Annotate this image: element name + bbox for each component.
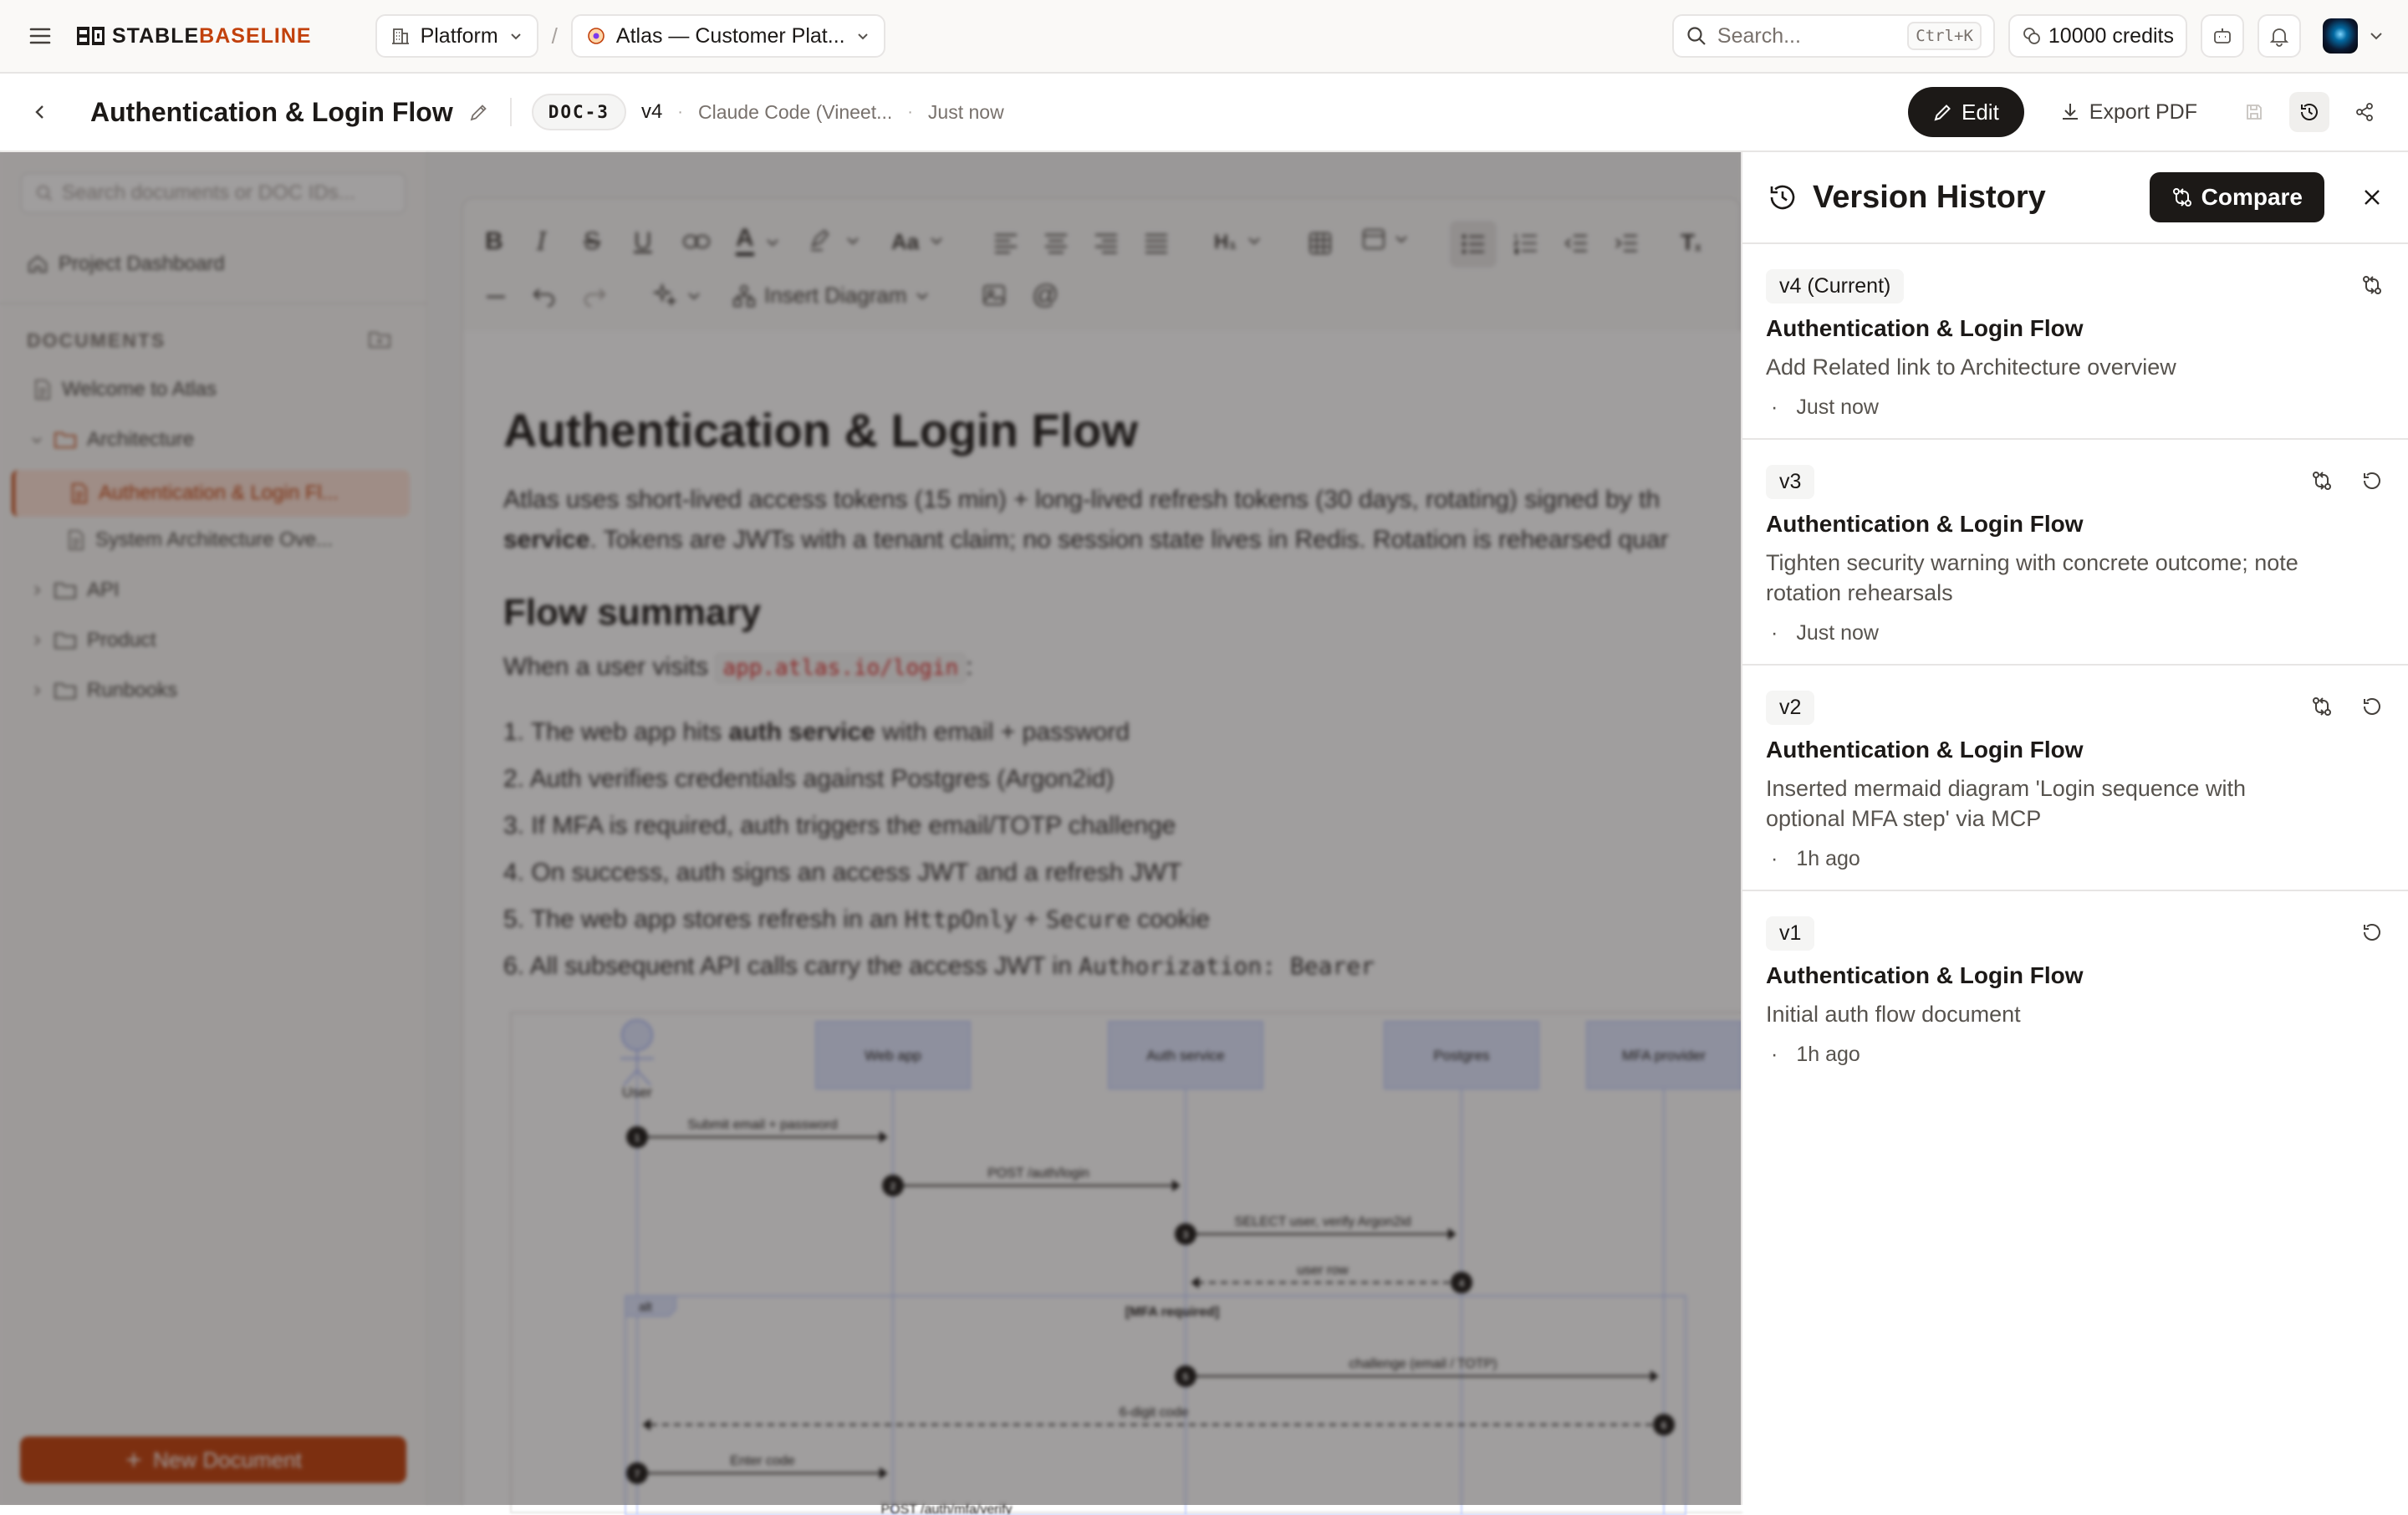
step-number: 3. [503, 812, 525, 839]
version-actions [2361, 274, 2383, 296]
version-badge: v1 [1766, 916, 1814, 951]
step-text: If MFA is required, auth triggers the email/TOTP challenge [531, 812, 1176, 839]
version-actions [2311, 696, 2383, 717]
save-icon [2244, 102, 2264, 122]
bell-icon [2268, 25, 2290, 47]
meta-separator: · [677, 102, 683, 121]
version-time: 1h ago [1796, 847, 1860, 870]
save-button[interactable] [2234, 92, 2274, 132]
version-time: 1h ago [1796, 1043, 1860, 1066]
heading-icon[interactable]: H₁ [1214, 231, 1237, 253]
message-label: challenge (email / TOTP) [1349, 1357, 1497, 1371]
share-button[interactable] [2344, 92, 2385, 132]
history-icon [1768, 182, 1798, 212]
step-bold: auth service [728, 718, 875, 746]
step-text: with email + password [875, 718, 1130, 746]
share-icon [2354, 101, 2375, 123]
compare-icon[interactable] [2361, 274, 2383, 296]
pencil-icon[interactable] [468, 101, 490, 123]
document-version: v4 [640, 100, 663, 123]
meta-dot: · [1771, 847, 1778, 870]
version-description: Inserted mermaid diagram 'Login sequence with optional MFA step' via MCP [1766, 776, 2246, 831]
step-number-marker: 4 [1458, 1278, 1465, 1289]
participant-label: User [622, 1084, 652, 1100]
document-header [0, 74, 2408, 152]
history-icon [2298, 101, 2320, 123]
sidebar-search-placeholder: Search documents or DOC IDs... [62, 181, 355, 204]
step-number-marker: 7 [634, 1468, 640, 1480]
message-label: Enter code [730, 1454, 795, 1468]
restore-icon[interactable] [2361, 921, 2383, 943]
sidebar-item-label: Architecture [87, 428, 195, 451]
version-item-v1[interactable] [1742, 891, 2408, 1087]
compare-button[interactable] [2150, 172, 2324, 222]
participant-label: Web app [865, 1048, 921, 1064]
chevron-down-icon [855, 28, 870, 43]
step-number: 5. [503, 905, 525, 933]
logo-mark-icon [77, 27, 105, 45]
version-title: Authentication & Login Flow [1766, 737, 2084, 763]
underline-icon[interactable]: U [634, 227, 652, 255]
version-item-v2[interactable] [1742, 666, 2408, 891]
version-description: Add Related link to Architecture overview [1766, 355, 2176, 380]
search-icon [1686, 25, 1707, 47]
message-label: Submit email + password [687, 1118, 838, 1132]
version-time: Just now [1796, 621, 1879, 645]
project-selector[interactable] [571, 14, 885, 58]
version-meta [1766, 395, 2383, 420]
version-meta [1766, 847, 2383, 871]
chevron-down-icon [508, 28, 523, 43]
step-code: HttpOnly [904, 905, 1018, 933]
version-meta [1766, 621, 2383, 645]
project-name: Atlas — Customer Plat... [615, 23, 845, 48]
step-number: 2. [503, 765, 525, 793]
text-color-icon[interactable]: A [736, 224, 754, 256]
clear-format-icon[interactable]: Tₓ [1681, 229, 1701, 255]
version-badge: v3 [1766, 465, 1814, 499]
alt-condition: [MFA required] [1125, 1305, 1220, 1319]
compare-label: Compare [2201, 184, 2303, 210]
breadcrumb-separator: / [551, 23, 558, 48]
version-actions [2361, 921, 2383, 943]
workspace-name: Platform [420, 23, 498, 48]
step-number-marker: 3 [1182, 1229, 1189, 1241]
participant-label: Auth service [1146, 1048, 1225, 1064]
sidebar-item-label: Welcome to Atlas [62, 378, 217, 400]
download-icon [2059, 101, 2081, 123]
compare-icon[interactable] [2311, 696, 2333, 717]
project-icon [586, 26, 606, 46]
font-size-icon[interactable]: Aa [891, 229, 920, 254]
flow-summary-heading: Flow summary [503, 592, 762, 633]
bold-icon[interactable]: B [485, 227, 503, 255]
mention-icon[interactable]: @ [1032, 279, 1059, 309]
export-pdf-button[interactable] [2049, 87, 2207, 137]
step-text: The web app hits [530, 718, 729, 746]
version-description: Tighten security warning with concrete outcome; note rotation rehearsals [1766, 550, 2298, 605]
avatar [2323, 18, 2358, 54]
version-actions [2311, 470, 2383, 492]
search-shortcut: Ctrl+K [1907, 22, 1982, 50]
sidebar-item-label: Product [87, 629, 156, 651]
assistant-button[interactable] [2201, 14, 2244, 58]
step-text: All subsequent API calls carry the access JWT in [529, 952, 1079, 980]
new-document-label: New Document [153, 1446, 302, 1472]
chevron-down-icon [2368, 28, 2385, 44]
sidebar-item-label: Runbooks [87, 679, 178, 701]
close-icon[interactable] [2361, 186, 2383, 208]
version-description: Initial auth flow document [1766, 1002, 2021, 1027]
meta-separator: · [907, 102, 913, 121]
version-title: Authentication & Login Flow [1766, 315, 2084, 341]
global-search[interactable] [1672, 14, 1995, 58]
step-number-marker: 2 [890, 1181, 896, 1192]
brand-logo[interactable] [77, 24, 312, 48]
user-menu[interactable] [2323, 18, 2385, 54]
step-number-marker: 6 [1661, 1420, 1667, 1431]
step-text: The web app stores refresh in an [530, 905, 905, 933]
version-history-header [1742, 152, 2408, 244]
compare-icon[interactable] [2311, 470, 2333, 492]
sidebar-item-label: Project Dashboard [59, 252, 225, 275]
message-label: SELECT user, verify Argon2id [1234, 1215, 1411, 1229]
version-title: Authentication & Login Flow [1766, 962, 2084, 988]
brand-name-part1: STABLE [112, 23, 200, 48]
message-label: POST /auth/mfa/verify [880, 1502, 1013, 1515]
back-icon[interactable] [23, 95, 57, 129]
pencil-icon [1933, 102, 1953, 122]
step-number-marker: 5 [1182, 1371, 1189, 1383]
step-text: On success, auth signs an access JWT and a refresh JWT [531, 859, 1182, 886]
step-text: + [1017, 905, 1046, 933]
message-label: 6-digit code [1119, 1405, 1189, 1420]
when-prefix: When a user visits [503, 653, 709, 681]
intro-paragraph-rest: . Tokens are JWTs with a tenant claim; no session state lives in Redis. Rotation is rehearsed quar [589, 526, 1669, 553]
step-number: 4. [503, 859, 525, 886]
top-bar [0, 0, 2408, 74]
message-label: POST /auth/login [987, 1166, 1089, 1181]
version-title: Authentication & Login Flow [1766, 511, 2084, 537]
participant-label: Postgres [1433, 1048, 1490, 1064]
version-time: Just now [1796, 395, 1879, 419]
document-title: Authentication & Login Flow [90, 96, 453, 127]
edit-button[interactable] [1908, 87, 2024, 137]
sidebar-item-label: API [87, 579, 120, 601]
meta-dot: · [1771, 621, 1778, 645]
step-code: Authorization: Bearer [1079, 952, 1375, 980]
sidebar-item-label: Authentication & Login Fl... [99, 482, 339, 504]
insert-diagram-label: Insert Diagram [764, 283, 907, 308]
workspace-selector[interactable] [375, 14, 538, 58]
restore-icon[interactable] [2361, 696, 2383, 717]
document-author: Claude Code (Vineet... [697, 100, 893, 123]
when-suffix: : [966, 653, 973, 681]
menu-icon[interactable] [23, 19, 57, 53]
document-heading: Authentication & Login Flow [503, 404, 1139, 457]
compare-icon [2171, 186, 2193, 208]
step-code: Secure [1045, 905, 1130, 933]
search-placeholder: Search... [1717, 23, 1801, 48]
step-number-marker: 1 [634, 1132, 640, 1144]
intro-bold-term: service [503, 526, 590, 553]
version-badge: v2 [1766, 691, 1814, 725]
version-meta [1766, 1043, 2383, 1067]
intro-paragraph-line1: Atlas uses short-lived access tokens (15 min) + long-lived refresh tokens (30 days, rotating) signed by th [503, 486, 1661, 513]
notifications-button[interactable] [2258, 14, 2301, 58]
credits-icon [2022, 26, 2042, 46]
version-history-title: Version History [1813, 179, 2046, 215]
step-text: cookie [1130, 905, 1211, 933]
credits-button[interactable] [2008, 14, 2187, 58]
bot-icon [2212, 25, 2233, 47]
meta-dot: · [1771, 395, 1778, 419]
participant-label: MFA provider [1621, 1048, 1707, 1064]
message-label: user row [1297, 1263, 1349, 1278]
documents-section-label: DOCUMENTS [27, 329, 166, 351]
edit-label: Edit [1961, 99, 1999, 125]
version-item-v4[interactable] [1742, 244, 2408, 440]
restore-icon[interactable] [2361, 470, 2383, 492]
version-history-button[interactable] [2289, 92, 2329, 132]
credits-count: 10000 credits [2048, 23, 2174, 48]
version-badge: v4 (Current) [1766, 269, 1904, 304]
document-updated: Just now [927, 100, 1004, 123]
version-item-v3[interactable] [1742, 440, 2408, 666]
italic-icon[interactable]: I [537, 227, 547, 257]
strikethrough-icon[interactable]: S [584, 227, 601, 255]
modal-backdrop[interactable] [0, 152, 1741, 1505]
building-icon [390, 26, 411, 46]
brand-name-part2: BASELINE [199, 23, 312, 48]
document-id-badge: DOC-3 [532, 94, 626, 130]
divider [510, 98, 512, 126]
sidebar-item-label: System Architecture Ove... [95, 528, 334, 551]
step-number: 1. [503, 718, 525, 746]
export-label: Export PDF [2089, 99, 2197, 124]
alt-label: alt [639, 1300, 652, 1314]
meta-dot: · [1771, 1043, 1778, 1066]
login-url-code: app.atlas.io/login [715, 653, 966, 683]
step-text: Auth verifies credentials against Postgres (Argon2id) [529, 765, 1115, 793]
step-number: 6. [503, 952, 525, 980]
version-history-panel [1741, 152, 2408, 1505]
